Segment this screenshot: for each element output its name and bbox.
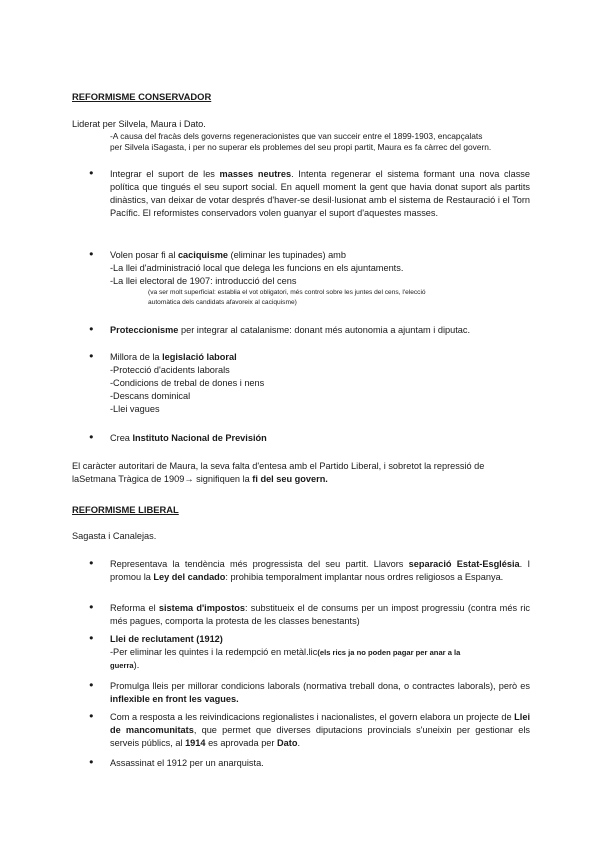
text: Crea <box>110 433 133 443</box>
bullet-text <box>72 558 530 584</box>
note-line-1: (va ser molt superficial: establia el vot obligatori, més control sobre les juntes del cens, l'elecció <box>148 289 426 297</box>
bullet-sistema-impostos <box>72 602 530 628</box>
text: , que permet que diverses diputacions provincials s'uneixin per gestionar els serveis públics, al <box>110 725 530 749</box>
bullet-text <box>72 432 530 445</box>
bold-text: separació Estat-Església <box>408 559 520 569</box>
sub-line <box>72 646 530 659</box>
bold-text: 1914 <box>185 738 206 749</box>
bullet-instituto-prevision <box>72 432 530 445</box>
sub-line: -Llei vagues <box>110 404 160 415</box>
text: . Intenta regenerar el sistema formant una nova classe política que tingués el seu suport social. En aquell moment la gent que havia donat suport als partits dinàstics, van deixar de votar després d'haver-se desil·lusionat amb el sistema de Restauració i el Torn Pacífic. El reformistes conservadors volen guanyar el suport d'aquestes masses. <box>110 169 531 219</box>
text: Volen posar fi al <box>110 250 178 260</box>
bullet-text <box>72 324 530 337</box>
bold-text: masses neutres <box>219 169 292 179</box>
intro-conservador <box>72 118 530 154</box>
text: Promulga lleis per millorar condicions laborals (normativa treball dona, o contractes laborals), però es <box>110 681 530 691</box>
bullet-text <box>72 711 530 750</box>
bold-text: legislació laboral <box>162 352 237 362</box>
intro-text: Liderat per Silvela, Maura i Dato. <box>72 119 206 129</box>
bold-text: caciquisme <box>177 250 228 260</box>
bullet-condicions-laborals <box>72 680 530 706</box>
bold-text: Llei de reclutament (1912) <box>110 634 223 644</box>
bold-text: Proteccionisme <box>110 325 179 335</box>
bullet-text <box>72 633 530 646</box>
sub-line <box>72 659 530 672</box>
bullet-llei-reclutament <box>72 633 530 672</box>
bullet-legislacio-laboral <box>72 351 530 416</box>
text: Millora de la <box>110 352 163 362</box>
text: Representava la tendència més progressista del seu partit. Llavors <box>110 559 409 569</box>
note-line-2: automàtica dels candidats afavoreix al caciquisme) <box>148 298 297 306</box>
text: . <box>297 738 301 749</box>
bullet-mancomunitats <box>72 711 530 750</box>
bold-text: fi del seu govern. <box>252 474 328 485</box>
section-heading: REFORMISME LIBERAL <box>72 504 179 515</box>
bullet-text <box>72 249 530 262</box>
text: ). <box>133 660 140 671</box>
text: -Per eliminar les quintes i la redempció en metàl.lic <box>110 647 318 658</box>
bullet-text <box>72 168 530 220</box>
bold-text: guerra <box>110 661 134 671</box>
bold-text: Ley del candado <box>153 572 226 583</box>
bullet-text <box>72 351 530 364</box>
text: es aprovada per <box>205 738 278 749</box>
bullet-assassinat <box>72 757 530 770</box>
text: Integrar el suport de les <box>110 169 220 179</box>
conclusion-paragraph <box>72 460 530 486</box>
intro-text: Sagasta i Canalejas. <box>72 531 157 541</box>
text: . I promou la <box>110 559 530 583</box>
bullet-masses-neutres <box>72 168 530 220</box>
conclusion-line-1: El caràcter autoritari de Maura, la seva falta d'entesa amb el Partido Liberal, i sobretot la repressió de <box>72 461 485 471</box>
bullet-estat-esglesia <box>72 558 530 584</box>
sub-line: -La llei d'administració local que delega les funcions en els ajuntaments. <box>110 263 404 274</box>
text: Reforma el <box>110 603 159 613</box>
sub-line: -Protecció d'acidents laborals <box>110 365 230 376</box>
sub-line: -Descans dominical <box>110 391 191 402</box>
section-heading: REFORMISME CONSERVADOR <box>72 91 212 102</box>
sub-line: -La llei electoral de 1907: introducció del cens <box>110 276 297 287</box>
sub-line: -Condicions de trebal de dones i nens <box>110 378 265 389</box>
bold-text: sistema d'impostos <box>158 603 245 613</box>
bullet-proteccionisme <box>72 324 530 337</box>
bullet-caciquisme <box>72 249 530 307</box>
bullet-text: ● Assassinat el 1912 per un anarquista. <box>72 757 530 770</box>
text: laSetmana Tràgica de 1909→ signifiquen la <box>72 474 253 485</box>
text: Com a resposta a les reivindicacions regionalistes i nacionalistes, el govern elabora un projecte de <box>110 712 515 722</box>
bold-text: (els rics ja no poden pagar per anar a la <box>317 648 461 658</box>
text: per integrar al catalanisme: donant més autonomia a ajuntam i diputac. <box>178 325 471 335</box>
cause-line-1: -A causa del fracàs dels governs regeneracionistes que van succeir entre el 1899-1903, encapçalats <box>110 131 483 142</box>
bullet-text <box>72 602 530 628</box>
text: : substitueix el de consums per un impost progressiu (contra més ric més pagues, comporta la protesta de les classes benestants) <box>110 603 530 627</box>
bold-text: Instituto Nacional de Previsión <box>132 433 267 443</box>
conclusion-line-2 <box>72 473 530 486</box>
text: : prohibia temporalment implantar nous ordres religiosos a Espanya. <box>225 572 504 583</box>
cause-line-2: per Silvela iSagasta, i per no superar els problemes del seu propi partit, Maura es fa càrrec del govern. <box>110 142 492 153</box>
text: (eliminar les tupinades) amb <box>227 250 346 260</box>
bullet-text <box>72 680 530 706</box>
heading-reformisme-liberal <box>72 503 530 517</box>
bold-text: inflexible en front les vagues. <box>110 694 239 705</box>
heading-reformisme-conservador <box>72 90 530 104</box>
bold-text: Dato <box>277 738 298 749</box>
bold-text: Llei de mancomunitats <box>110 712 530 736</box>
intro-liberal <box>72 530 530 543</box>
